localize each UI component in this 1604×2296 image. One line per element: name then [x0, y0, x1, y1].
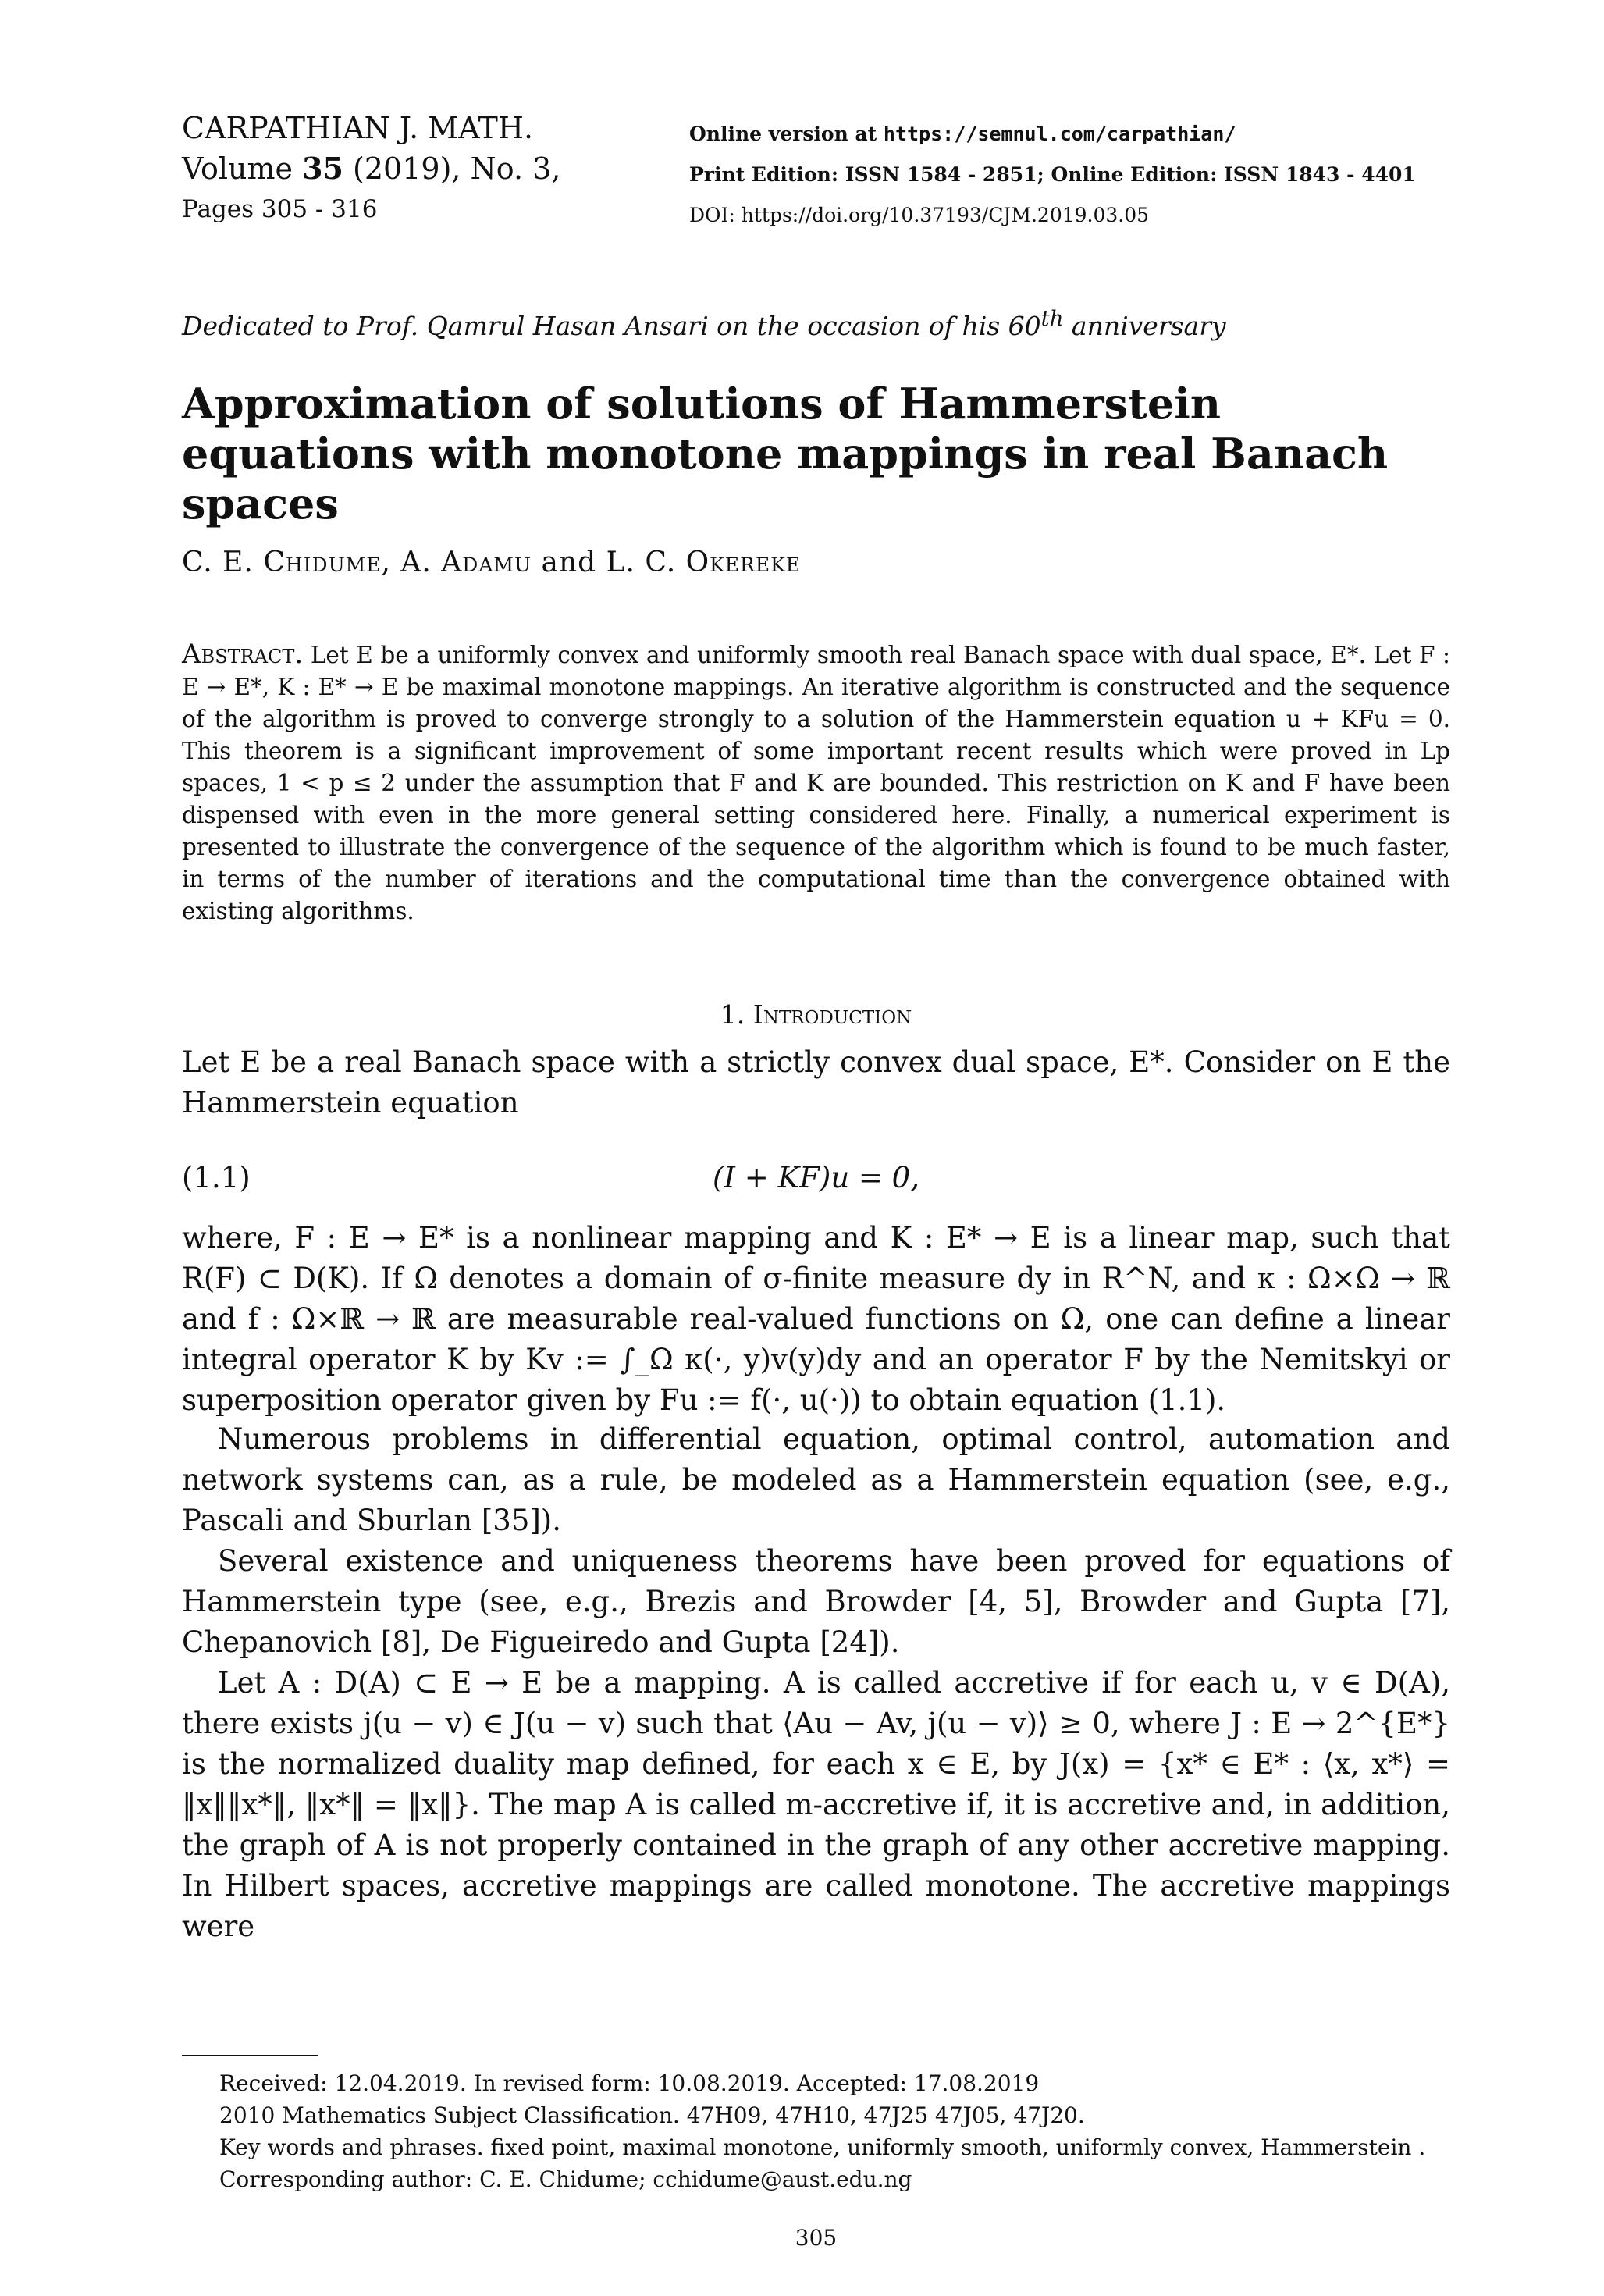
issn-line: Print Edition: ISSN 1584 - 2851; Online Edition: ISSN 1843 - 4401 — [689, 163, 1416, 186]
intro-paragraph-3: Numerous problems in differential equation, optimal control, automation and network systems can, as a rule, be modeled as a Hammerstein equation (see, e.g., Pascali and Sburlan [35]). — [182, 1422, 1450, 1537]
author-list: C. E. Chidume, A. Adamu and L. C. Okereke — [182, 546, 802, 578]
intro-paragraph-4: Several existence and uniqueness theorems have been proved for equations of Hammerstein type (see, e.g., Brezis and Browder [4, 5], Browder and Gupta [7], Chepanovich [8], De Figueiredo and Gupta [24]). — [182, 1544, 1450, 1659]
equation-body: (I + KF)u = 0, — [713, 1161, 919, 1194]
footnote-msc: 2010 Mathematics Subject Classification. 47H09, 47H10, 47J25 47J05, 47J20. — [219, 2102, 1085, 2128]
paper-page — [182, 0, 1450, 2296]
abstract — [182, 639, 1450, 927]
journal-pages: Pages 305 - 316 — [182, 195, 378, 223]
online-url[interactable]: https://semnul.com/carpathian/ — [883, 123, 1236, 145]
intro-paragraph-5: Let A : D(A) ⊂ E → E be a mapping. A is called accretive if for each u, v ∈ D(A), there exists j(u − v) ∈ J(u − v) such that ⟨Au − Av, j(u − v)⟩ ≥ 0, where J : E → 2^{E*} is the normalized duality map defined, for each x ∈ E, by J(x) = {x* ∈ E* : ⟨x, x*⟩ = ‖x‖‖x*‖, ‖x*‖ = ‖x‖}. The map A is called m-accretive if, it is accretive and, in addition, the graph of A is not properly contained in the graph of any other accretive mapping. In Hilbert spaces, accretive mappings are called monotone. The accretive mappings were — [182, 1666, 1450, 1943]
abstract-heading: Abstract. — [182, 639, 304, 670]
footnotes — [219, 2067, 1425, 2195]
doi-line[interactable]: DOI: https://doi.org/10.37193/CJM.2019.03.05 — [689, 204, 1150, 226]
equation-number: (1.1) — [182, 1161, 251, 1194]
page-number: 305 — [795, 2225, 838, 2251]
dedication: Dedicated to Prof. Qamrul Hasan Ansari on the occasion of his 60th anniversary — [182, 306, 1226, 341]
volume-number: 35 — [302, 151, 343, 186]
online-version: Online version at https://semnul.com/carpathian/ — [689, 123, 1236, 145]
section-heading: 1. Introduction — [720, 999, 912, 1030]
footnote-received: Received: 12.04.2019. In revised form: 10.08.2019. Accepted: 17.08.2019 — [219, 2070, 1040, 2096]
journal-volume: Volume 35 (2019), No. 3, — [182, 151, 561, 186]
intro-paragraph-2: where, F : E → E* is a nonlinear mapping and K : E* → E is a linear map, such that R(F) ⊂ D(K). If Ω denotes a domain of σ-finite measure dy in R^N, and κ : Ω×Ω → ℝ and f : Ω×ℝ → ℝ are measurable real-valued functions on Ω, one can define a linear integral operator K by Kv := ∫_Ω κ(·, y)v(y)dy and an operator F by the Nemitskyi or superposition operator given by Fu := f(·, u(·)) to obtain equation (1.1). — [182, 1221, 1450, 1417]
footnote-keywords: Key words and phrases. fixed point, maximal monotone, uniformly smooth, uniformly convex, Hammerstein . — [219, 2134, 1426, 2160]
intro-paragraph-1: Let E be a real Banach space with a strictly convex dual space, E*. Consider on E the Hammerstein equation — [182, 1045, 1450, 1120]
publication-info — [689, 114, 1416, 236]
footnote-corresponding: Corresponding author: C. E. Chidume; cchidume@aust.edu.ng — [219, 2166, 912, 2192]
journal-name: CARPATHIAN J. MATH. — [182, 111, 534, 145]
abstract-text: Let E be a uniformly convex and uniformly smooth real Banach space with dual space, E*. Let F : E → E*, K : E* → E be maximal monotone mappings. An iterative algorithm is constructed and the sequence of the algorithm is proved to converge strongly to a solution of the Hammerstein equation u + KFu = 0. This theorem is a significant improvement of some important recent results which were proved in Lp spaces, 1 < p ≤ 2 under the assumption that F and K are bounded. This restriction on K and F have been dispensed with even in the more general setting considered here. Finally, a numerical experiment is presented to illustrate the convergence of the sequence of the algorithm which is found to be much faster, in terms of the number of iterations and the computational time than the convergence obtained with existing algorithms. — [182, 642, 1450, 924]
paper-title: Approximation of solutions of Hammerstein equations with monotone mappings in real Banach spaces — [182, 379, 1389, 529]
footnote-rule — [182, 2055, 318, 2056]
journal-header — [182, 108, 560, 230]
